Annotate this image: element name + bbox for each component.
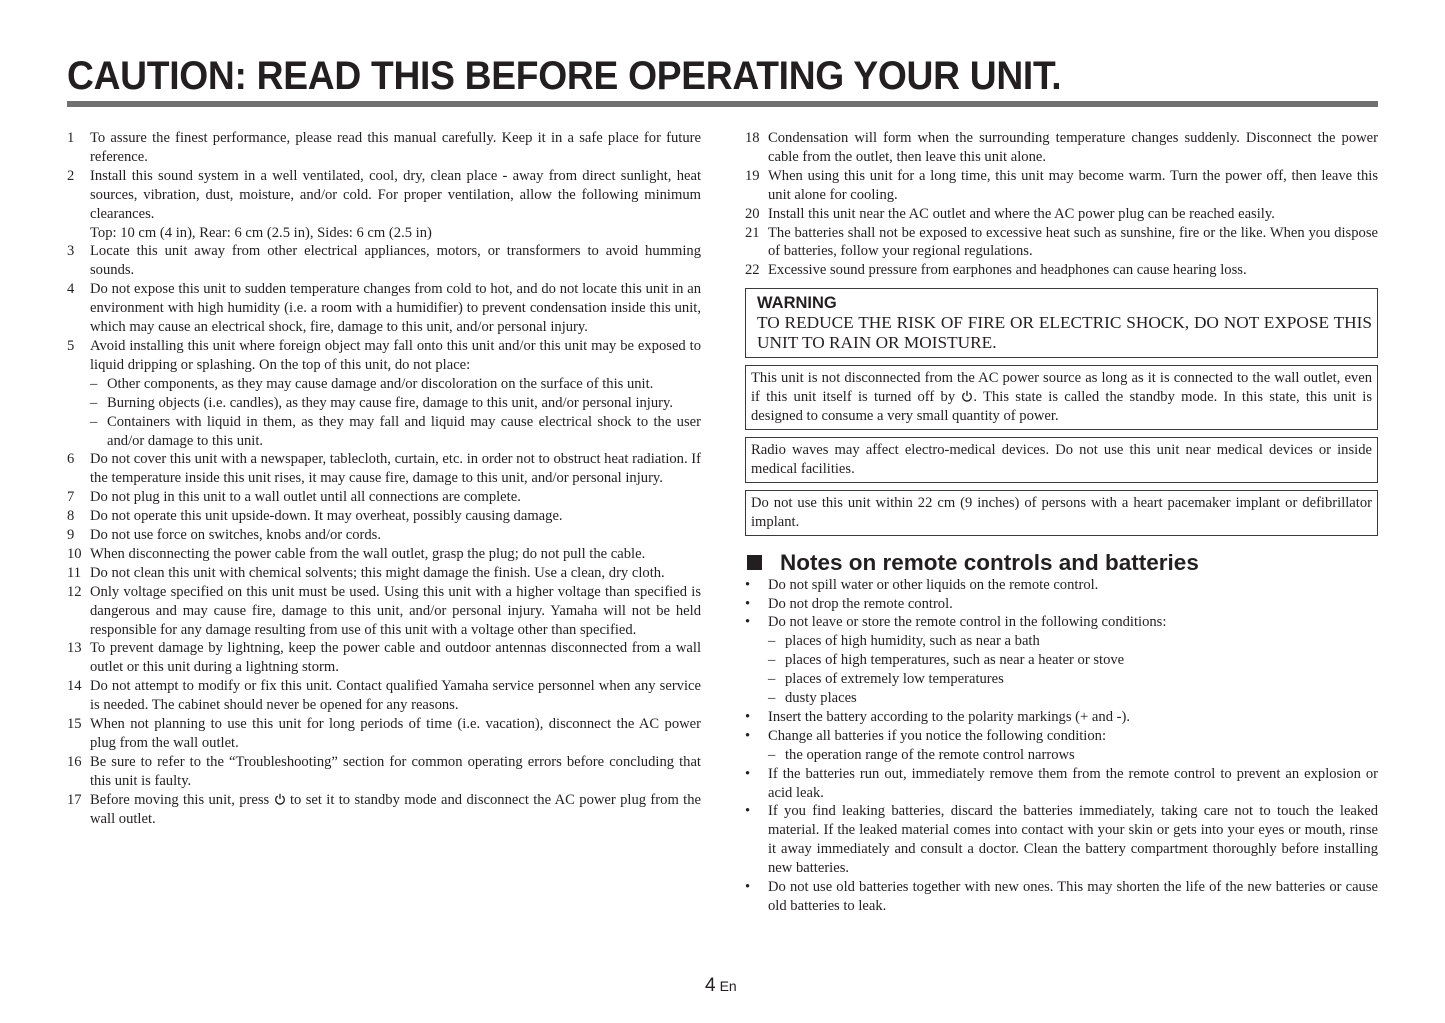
square-bullet-icon xyxy=(747,555,762,570)
remote-note-3-sub-1: – places of high humidity, such as near a bath xyxy=(768,633,1040,650)
remote-note-3-sub-2: – places of high temperatures, such as near a heater or stove xyxy=(768,652,1125,669)
remote-note-5-sub-1: – the operation range of the remote control narrows xyxy=(768,746,1075,763)
caution-item-5: 5 Avoid installing this unit where foreign object may fall onto this unit and/or this unit may be exposed to liquid dripping or splashing. On the top of this unit, do not place: xyxy=(67,337,701,373)
language-code: En xyxy=(719,978,737,994)
caution-item-16: 16 Be sure to refer to the “Troubleshooting” section for common operating errors before concluding that this unit is faulty. xyxy=(67,753,701,789)
remote-note-2: • Do not drop the remote control. xyxy=(745,595,953,612)
caution-item-2: 2 Install this sound system in a well ventilated, cool, dry, clean place - away from direct sunlight, heat sources, vibration, dust, moisture, and/or cold. For proper ventilation, allow the following minimum clearances. xyxy=(67,167,701,222)
warning-body: TO REDUCE THE RISK OF FIRE OR ELECTRIC SHOCK, DO NOT EXPOSE THIS UNIT TO RAIN OR MOISTURE. xyxy=(757,313,1372,353)
caution-item-4: 4 Do not expose this unit to sudden temperature changes from cold to hot, and do not locate this unit in an environment with high humidity (i.e. a room with a humidifier) to prevent condensation inside this unit, which may cause an electrical shock, fire, damage to this unit, and/or personal injury. xyxy=(67,281,701,336)
caution-item-21: 21 The batteries shall not be exposed to excessive heat such as sunshine, fire or the like. When you dispose of batteries, follow your regional regulations. xyxy=(745,224,1378,260)
warning-heading: WARNING xyxy=(757,294,837,313)
caution-item-12: 12 Only voltage specified on this unit must be used. Using this unit with a higher voltage than specified is dangerous and may cause fire, damage to this unit, and/or personal injury. Yamaha will not be held responsible for any damage resulting from use of this unit with a voltage other than specified. xyxy=(67,583,701,638)
caution-item-6: 6 Do not cover this unit with a newspaper, tablecloth, curtain, etc. in order not to obstruct heat radiation. If the temperature inside this unit rises, it may cause fire, damage to this unit, and/or personal injury. xyxy=(67,451,701,487)
remote-note-3-sub-3: – places of extremely low temperatures xyxy=(768,671,1004,688)
title-rule xyxy=(67,101,1378,107)
remote-note-7: • If you find leaking batteries, discard the batteries immediately, taking care not to touch the leaked material. If the leaked material comes into contact with your skin or gets into your eyes or mouth, rinse it away immediately and consult a doctor. Clean the battery compartment thoroughly before installing new batteries. xyxy=(745,803,1378,877)
caution-item-3: 3 Locate this unit away from other electrical appliances, motors, or transformers to avoid humming sounds. xyxy=(67,243,701,279)
caution-item-14: 14 Do not attempt to modify or fix this unit. Contact qualified Yamaha service personnel when any service is needed. The cabinet should never be opened for any reasons. xyxy=(67,678,701,714)
left-column xyxy=(67,129,701,829)
remote-section-heading: Notes on remote controls and batteries xyxy=(745,550,1378,576)
caution-item-20: 20 Install this unit near the AC outlet and where the AC power plug can be reached easily. xyxy=(745,205,1275,222)
remote-note-5: • Change all batteries if you notice the following condition: xyxy=(745,727,1107,744)
page-number: 4 En xyxy=(705,975,737,996)
caution-item-22: 22 Excessive sound pressure from earphones and headphones can cause hearing loss. xyxy=(745,262,1247,279)
right-column xyxy=(745,129,1378,916)
power-standby-icon xyxy=(274,793,286,805)
remote-note-4: • Insert the battery according to the polarity markings (+ and -). xyxy=(745,708,1131,725)
caution-item-7: 7 Do not plug in this unit to a wall outlet until all connections are complete. xyxy=(67,489,521,506)
caution-item-18: 18 Condensation will form when the surrounding temperature changes suddenly. Disconnect the power cable from the outlet, then leave this unit alone. xyxy=(745,130,1378,165)
caution-item-10: 10 When disconnecting the power cable from the wall outlet, grasp the plug; do not pull the cable. xyxy=(67,545,646,562)
radio-waves-notice-box: Radio waves may affect electro-medical devices. Do not use this unit near medical devices or inside medical facilities. xyxy=(745,437,1378,483)
caution-item-8: 8 Do not operate this unit upside-down. It may overheat, possibly causing damage. xyxy=(67,508,563,525)
clearance-values: Top: 10 cm (4 in), Rear: 6 cm (2.5 in), Sides: 6 cm (2.5 in) xyxy=(90,224,432,241)
caution-item-11: 11 Do not clean this unit with chemical solvents; this might damage the finish. Use a clean, dry cloth. xyxy=(67,564,665,581)
caution-item-13: 13 To prevent damage by lightning, keep the power cable and outdoor antennas disconnected from a wall outlet or this unit during a lightning storm. xyxy=(67,640,701,676)
caution-item-5-sub-1: – Other components, as they may cause damage and/or discoloration on the surface of this unit. xyxy=(90,375,654,392)
caution-item-15: 15 When not planning to use this unit for long periods of time (i.e. vacation), disconnect the AC power plug from the wall outlet. xyxy=(67,716,701,751)
caution-item-5-sub-2: – Burning objects (i.e. candles), as they may cause fire, damage to this unit, and/or personal injury. xyxy=(90,394,674,411)
caution-item-17: 17 Before moving this unit, press to set it to standby mode and disconnect the AC power plug from the wall outlet. xyxy=(67,791,701,827)
power-standby-icon xyxy=(961,390,973,402)
pacemaker-notice-box: Do not use this unit within 22 cm (9 inches) of persons with a heart pacemaker implant or defibrillator implant. xyxy=(745,490,1378,536)
remote-note-6: • If the batteries run out, immediately remove them from the remote control to prevent an explosion or acid leak. xyxy=(745,765,1378,801)
remote-note-3-sub-4: – dusty places xyxy=(768,690,857,707)
caution-item-19: 19 When using this unit for a long time, this unit may become warm. Turn the power off, then leave this unit alone for cooling. xyxy=(745,167,1378,203)
standby-notice-box: This unit is not disconnected from the AC power source as long as it is connected to the wall outlet, even if this unit itself is turned off by . This state is called the standby mode. In this state, this unit is designed to consume a very small quantity of power. xyxy=(745,365,1378,430)
warning-box xyxy=(745,288,1378,358)
remote-note-3: • Do not leave or store the remote control in the following conditions: xyxy=(745,614,1167,631)
caution-item-5-sub-3: – Containers with liquid in them, as they may fall and liquid may cause electrical shock to the user and/or damage to this unit. xyxy=(90,413,701,449)
caution-item-1: 1 To assure the finest performance, please read this manual carefully. Keep it in a safe place for future reference. xyxy=(67,130,701,165)
page-title: CAUTION: READ THIS BEFORE OPERATING YOUR UNIT. xyxy=(67,54,1062,98)
remote-note-1: • Do not spill water or other liquids on the remote control. xyxy=(745,576,1099,593)
caution-item-9: 9 Do not use force on switches, knobs and/or cords. xyxy=(67,527,382,544)
remote-note-8: • Do not use old batteries together with new ones. This may shorten the life of the new batteries or cause old batteries to leak. xyxy=(745,879,1378,914)
